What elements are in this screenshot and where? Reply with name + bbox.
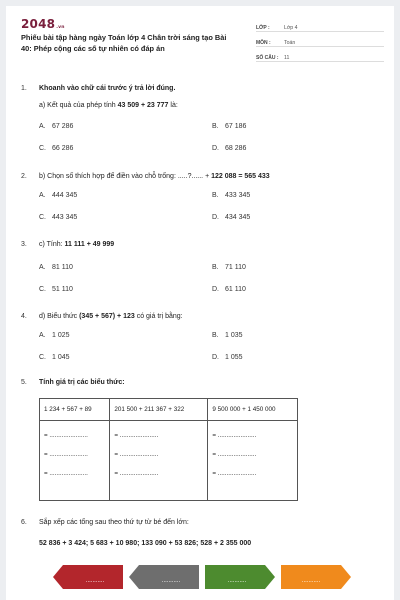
question-2: 2. b) Chọn số thích hợp để điền vào chỗ trống: .....?...... + 122 088 = 565 433 [21, 173, 270, 180]
q3-option-b[interactable]: B. 71 110 [212, 264, 246, 271]
q4-option-c[interactable]: C. 1 045 [39, 354, 70, 361]
question-6: 6. Sắp xếp các tổng sau theo thứ tự từ bé đến lớn: [21, 519, 189, 526]
q4-option-b[interactable]: B. 1 035 [212, 332, 243, 339]
ordering-arrows [53, 562, 353, 592]
worksheet-title: Phiếu bài tập hàng ngày Toán lớp 4 Chân trời sáng tạo Bài 40: Phép cộng các số tự nhiên có đáp án [21, 33, 227, 53]
expression-table [39, 398, 298, 501]
meta-question-count: SỐ CÂU : 11 [256, 49, 384, 62]
q3-option-a[interactable]: A. 81 110 [39, 264, 73, 271]
worksheet-page [6, 6, 394, 600]
q2-option-c[interactable]: C. 443 345 [39, 214, 78, 221]
question-5: 5. Tính giá trị các biểu thức: [21, 379, 125, 386]
answer-cell[interactable]: = ...................... = ...................... = ...................... [110, 421, 208, 501]
table-header: 1 234 + 567 + 89 [40, 399, 110, 421]
answer-cell[interactable]: = ...................... = ...................... = ...................... [208, 421, 298, 501]
question-3: 3. c) Tính: 11 111 + 49 999 [21, 241, 115, 248]
arrow-slot-4[interactable] [281, 565, 351, 589]
q2-option-b[interactable]: B. 433 345 [212, 192, 251, 199]
svg-text:...........: ........... [301, 578, 321, 584]
arrow-slot-2[interactable] [129, 565, 199, 589]
meta-subject: MÔN : Toán [256, 34, 384, 47]
table-header: 201 500 + 211 367 + 322 [110, 399, 208, 421]
meta-class: LỚP : Lớp 4 [256, 19, 384, 32]
question-1-prompt: a) Kết quả của phép tính 43 509 + 23 777 là: [39, 102, 178, 109]
q3-option-c[interactable]: C. 51 110 [39, 286, 73, 293]
answer-cell[interactable]: = ...................... = ...................... = ...................... [40, 421, 110, 501]
worksheet-meta [256, 19, 384, 64]
question-4: 4. d) Biểu thức (345 + 567) + 123 có giá trị bằng: [21, 313, 183, 320]
q1-option-b[interactable]: B. 67 186 [212, 123, 247, 130]
q1-option-d[interactable]: D. 68 286 [212, 145, 247, 152]
table-header: 9 500 000 + 1 450 000 [208, 399, 298, 421]
arrow-slot-3[interactable] [205, 565, 275, 589]
svg-text:...........: ........... [227, 578, 247, 584]
site-logo[interactable]: 2048.vn [21, 17, 65, 31]
q1-option-a[interactable]: A. 67 286 [39, 123, 74, 130]
question-1: 1. Khoanh vào chữ cái trước ý trả lời đúng. [21, 85, 176, 92]
svg-text:...........: ........... [85, 578, 105, 584]
svg-text:...........: ........... [161, 578, 181, 584]
question-6-expressions: 52 836 + 3 424; 5 683 + 10 980; 133 090 + 53 826; 528 + 2 355 000 [39, 540, 252, 547]
q3-option-d[interactable]: D. 61 110 [212, 286, 246, 293]
q2-option-d[interactable]: D. 434 345 [212, 214, 251, 221]
q4-option-a[interactable]: A. 1 025 [39, 332, 70, 339]
q2-option-a[interactable]: A. 444 345 [39, 192, 78, 199]
q4-option-d[interactable]: D. 1 055 [212, 354, 243, 361]
q1-option-c[interactable]: C. 66 286 [39, 145, 74, 152]
arrow-slot-1[interactable] [53, 565, 123, 589]
